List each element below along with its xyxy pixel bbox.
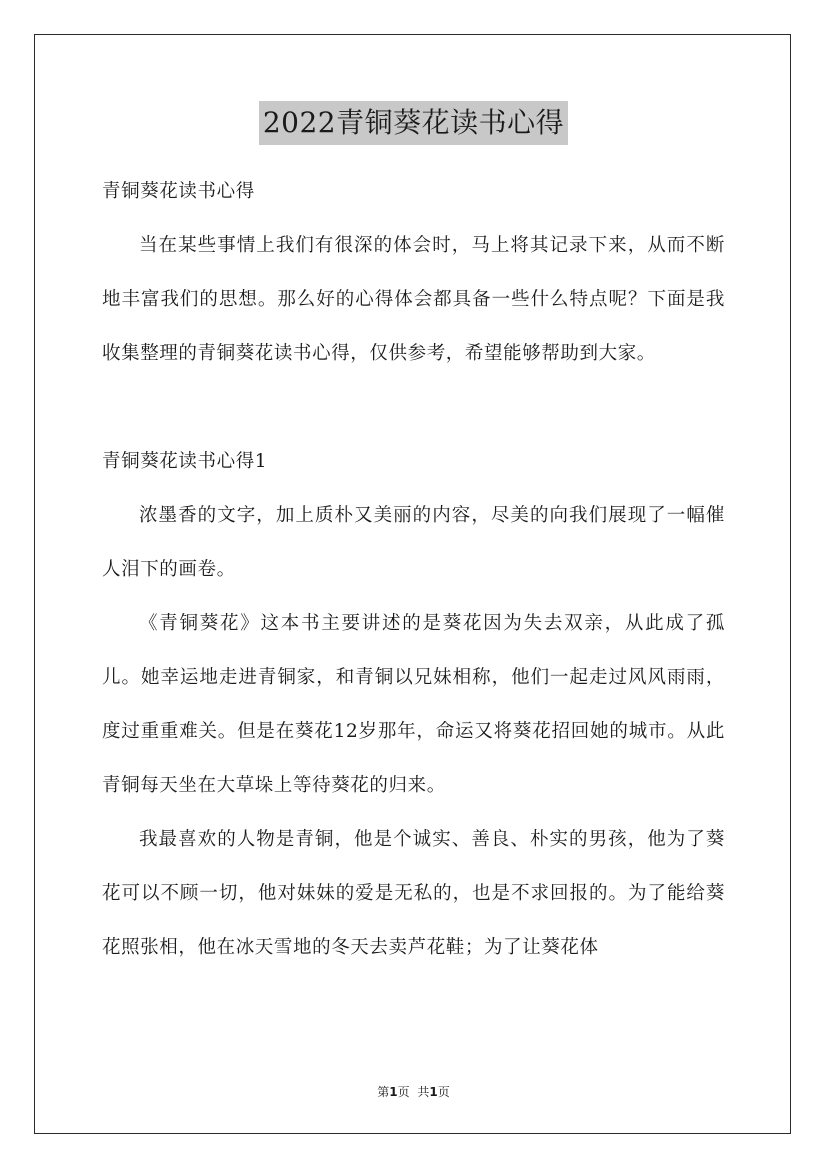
body-paragraph-3: 我最喜欢的人物是青铜，他是个诚实、善良、朴实的男孩，他为了葵花可以不顾一切，他对妹妹的爱是无私的，也是不求回报的。为了能给葵花照张相，他在冰天雪地的冬天去卖芦花鞋；为了让葵花体 <box>102 829 725 958</box>
document-body <box>102 165 725 975</box>
page-footer <box>0 1082 827 1102</box>
page-total-suffix: 页 <box>437 1085 450 1099</box>
page-number-prefix: 第 <box>377 1085 390 1099</box>
body-paragraph-2: 《青铜葵花》这本书主要讲述的是葵花因为失去双亲，从此成了孤儿。她幸运地走进青铜家，和青铜以兄妹相称，他们一起走过风风雨雨，度过重重难关。但是在葵花12岁那年，命运又将葵花招回她的城市。从此青铜每天坐在大草垛上等待葵花的归来。 <box>102 613 725 796</box>
page-number: 1 <box>389 1085 398 1099</box>
page-total: 1 <box>429 1085 438 1099</box>
document-title: 2022青铜葵花读书心得 <box>259 101 568 145</box>
intro-paragraph: 当在某些事情上我们有很深的体会时，马上将其记录下来，从而不断地丰富我们的思想。那么好的心得体会都具备一些什么特点呢？下面是我收集整理的青铜葵花读书心得，仅供参考，希望能够帮助到大家。 <box>102 235 725 364</box>
section-heading: 青铜葵花读书心得1 <box>102 451 268 472</box>
intro-heading: 青铜葵花读书心得 <box>102 181 255 202</box>
body-paragraph-1: 浓墨香的文字，加上质朴又美丽的内容，尽美的向我们展现了一幅催人泪下的画卷。 <box>102 505 725 580</box>
page-number-suffix: 页 <box>397 1085 410 1099</box>
title-container <box>0 101 827 145</box>
page-total-prefix: 共 <box>417 1085 430 1099</box>
section-spacer <box>102 381 725 435</box>
